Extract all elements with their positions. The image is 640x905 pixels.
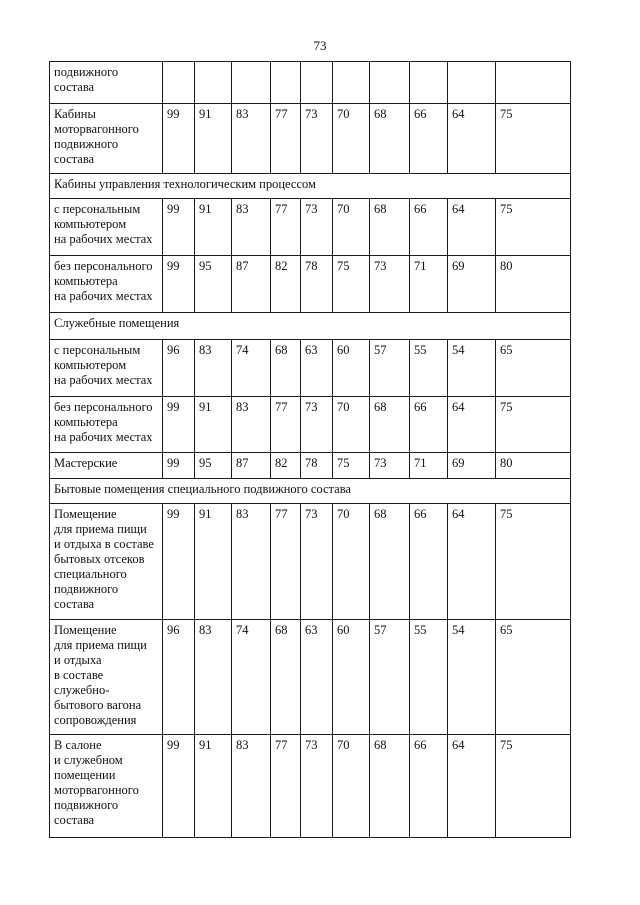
value-cell: 75 [333, 256, 370, 313]
row-label: без персонального компьютера на рабочих местах [50, 397, 163, 453]
value-cell: 91 [195, 397, 232, 453]
section-row [50, 313, 571, 340]
value-cell: 74 [232, 340, 271, 397]
value-cell: 73 [301, 735, 333, 838]
value-cell [410, 62, 448, 104]
value-cell: 78 [301, 256, 333, 313]
value-cell [448, 62, 496, 104]
value-cell: 70 [333, 397, 370, 453]
value-cell: 68 [271, 340, 301, 397]
page-number: 73 [313, 38, 327, 53]
value-cell: 91 [195, 504, 232, 620]
section-row [50, 174, 571, 199]
value-cell: 99 [163, 104, 195, 174]
value-cell: 70 [333, 104, 370, 174]
table-row [50, 199, 571, 256]
table-row [50, 620, 571, 735]
value-cell: 83 [195, 620, 232, 735]
value-cell: 70 [333, 735, 370, 838]
value-cell: 54 [448, 620, 496, 735]
value-cell: 57 [370, 620, 410, 735]
value-cell: 75 [333, 453, 370, 479]
value-cell: 68 [370, 199, 410, 256]
value-cell: 96 [163, 340, 195, 397]
value-cell: 71 [410, 256, 448, 313]
value-cell: 82 [271, 256, 301, 313]
value-cell: 83 [232, 397, 271, 453]
value-cell: 83 [232, 504, 271, 620]
value-cell: 66 [410, 397, 448, 453]
value-cell: 55 [410, 620, 448, 735]
value-cell: 75 [496, 504, 571, 620]
value-cell: 75 [496, 735, 571, 838]
value-cell: 73 [301, 504, 333, 620]
value-cell: 75 [496, 199, 571, 256]
value-cell: 80 [496, 256, 571, 313]
value-cell: 63 [301, 340, 333, 397]
value-cell: 71 [410, 453, 448, 479]
row-label: В салоне и служебном помещении моторвагонного подвижного состава [50, 735, 163, 838]
value-cell: 73 [301, 397, 333, 453]
table-row [50, 397, 571, 453]
value-cell: 69 [448, 256, 496, 313]
row-label: Кабины моторвагонного подвижного состава [50, 104, 163, 174]
row-label: Помещение для приема пищи и отдыха в составе бытовых отсеков специального подвижного состава [50, 504, 163, 620]
value-cell: 74 [232, 620, 271, 735]
value-cell: 55 [410, 340, 448, 397]
value-cell [232, 62, 271, 104]
value-cell [301, 62, 333, 104]
value-cell: 99 [163, 504, 195, 620]
value-cell: 60 [333, 340, 370, 397]
value-cell: 73 [301, 104, 333, 174]
value-cell: 64 [448, 104, 496, 174]
value-cell: 68 [271, 620, 301, 735]
value-cell: 83 [232, 104, 271, 174]
value-cell: 99 [163, 453, 195, 479]
value-cell [333, 62, 370, 104]
value-cell: 60 [333, 620, 370, 735]
table-row [50, 735, 571, 838]
value-cell: 66 [410, 199, 448, 256]
value-cell: 66 [410, 504, 448, 620]
value-cell: 68 [370, 735, 410, 838]
value-cell: 68 [370, 504, 410, 620]
table-row [50, 104, 571, 174]
value-cell: 63 [301, 620, 333, 735]
row-label: подвижного состава [50, 62, 163, 104]
section-heading: Кабины управления технологическим процессом [50, 174, 571, 199]
value-cell: 96 [163, 620, 195, 735]
value-cell: 82 [271, 453, 301, 479]
row-label: Помещение для приема пищи и отдыха в составе служебно- бытового вагона сопровождения [50, 620, 163, 735]
value-cell: 77 [271, 397, 301, 453]
value-cell: 83 [232, 199, 271, 256]
row-label: с персональным компьютером на рабочих местах [50, 340, 163, 397]
value-cell [195, 62, 232, 104]
value-cell: 75 [496, 104, 571, 174]
value-cell: 54 [448, 340, 496, 397]
value-cell: 68 [370, 104, 410, 174]
value-cell: 64 [448, 735, 496, 838]
value-cell: 64 [448, 504, 496, 620]
value-cell: 73 [370, 256, 410, 313]
value-cell: 77 [271, 104, 301, 174]
value-cell [163, 62, 195, 104]
value-cell: 83 [232, 735, 271, 838]
section-heading: Служебные помещения [50, 313, 571, 340]
value-cell: 57 [370, 340, 410, 397]
row-label: с персональным компьютером на рабочих местах [50, 199, 163, 256]
value-cell: 80 [496, 453, 571, 479]
value-cell: 95 [195, 453, 232, 479]
value-cell: 64 [448, 397, 496, 453]
value-cell: 73 [370, 453, 410, 479]
row-label: Мастерские [50, 453, 163, 479]
value-cell [271, 62, 301, 104]
value-cell: 91 [195, 104, 232, 174]
value-cell: 73 [301, 199, 333, 256]
value-cell: 91 [195, 735, 232, 838]
table-row [50, 340, 571, 397]
section-row [50, 479, 571, 504]
norms-table [49, 61, 571, 838]
value-cell: 66 [410, 735, 448, 838]
value-cell: 75 [496, 397, 571, 453]
table-row [50, 256, 571, 313]
value-cell: 77 [271, 199, 301, 256]
value-cell: 69 [448, 453, 496, 479]
value-cell: 87 [232, 256, 271, 313]
value-cell: 95 [195, 256, 232, 313]
value-cell: 91 [195, 199, 232, 256]
value-cell: 64 [448, 199, 496, 256]
value-cell: 77 [271, 735, 301, 838]
value-cell: 83 [195, 340, 232, 397]
value-cell: 68 [370, 397, 410, 453]
value-cell: 87 [232, 453, 271, 479]
value-cell: 65 [496, 620, 571, 735]
value-cell: 99 [163, 397, 195, 453]
table-row [50, 453, 571, 479]
row-label: без персонального компьютера на рабочих местах [50, 256, 163, 313]
value-cell [496, 62, 571, 104]
value-cell: 66 [410, 104, 448, 174]
value-cell: 78 [301, 453, 333, 479]
value-cell: 99 [163, 199, 195, 256]
value-cell: 99 [163, 735, 195, 838]
value-cell: 70 [333, 199, 370, 256]
table-row [50, 62, 571, 104]
value-cell: 65 [496, 340, 571, 397]
section-heading: Бытовые помещения специального подвижного состава [50, 479, 571, 504]
value-cell: 70 [333, 504, 370, 620]
value-cell [370, 62, 410, 104]
value-cell: 77 [271, 504, 301, 620]
table-row [50, 504, 571, 620]
value-cell: 99 [163, 256, 195, 313]
